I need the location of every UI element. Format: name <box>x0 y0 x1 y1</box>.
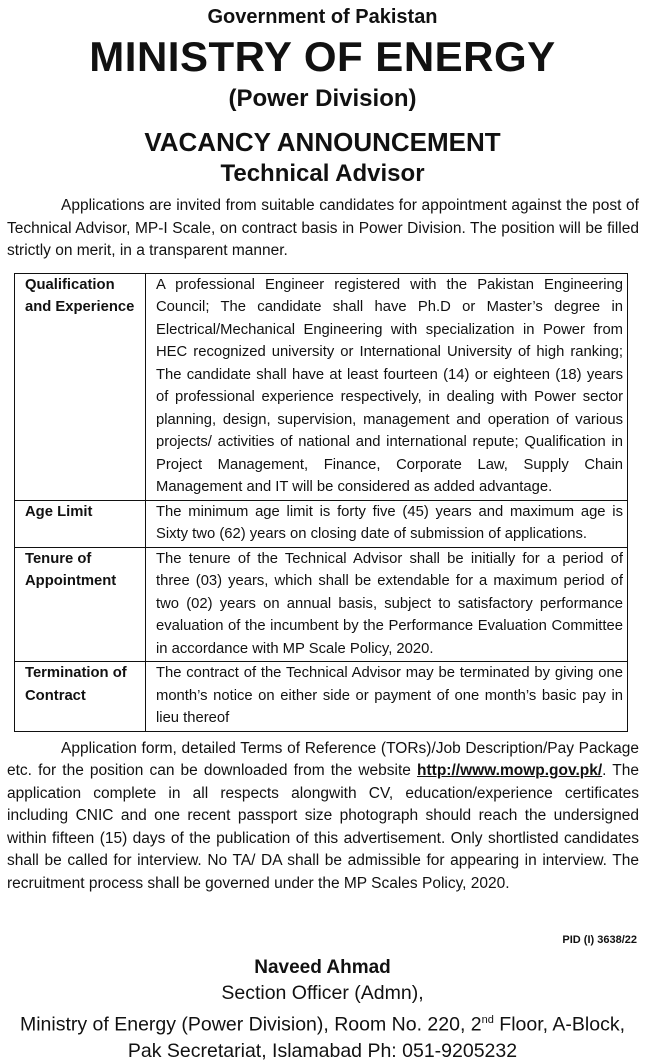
vacancy-title: VACANCY ANNOUNCEMENT <box>0 125 645 159</box>
term-label: Termination of Contract <box>15 662 146 732</box>
term-text: The minimum age limit is forty five (45) years and maximum age is Sixty two (62) years on closing date of submission of applications. <box>146 500 628 547</box>
signature-block <box>0 955 645 1064</box>
application-paragraph <box>0 738 645 896</box>
officer-designation: Section Officer (Admn), <box>0 980 645 1007</box>
table-row <box>15 662 628 732</box>
ordinal-suffix: nd <box>482 1014 494 1026</box>
office-address <box>0 1007 645 1038</box>
terms-table <box>14 273 628 732</box>
application-text-end: . The application complete in all respects alongwith CV, education/experience certificates including CNIC and one recent passport size photograph should reach the undersigned within fifteen (15) days of the publication of this advertisement. Only shortlisted candidates shall be called for interview. No TA/ DA shall be admissible for appearing in interview. The recruitment process shall be governed under the MP Scales Policy, 2020. <box>7 762 639 892</box>
term-label: Qualification and Experience <box>15 273 146 500</box>
table-row <box>15 500 628 547</box>
intro-paragraph: Applications are invited from suitable candidates for appointment against the post of Technical Advisor, MP-I Scale, on contract basis in Power Division. The position will be filled strictly on merit, in a transparent manner. <box>0 195 645 263</box>
application-text-start: Application form, detailed Terms of Reference (TORs)/Job Description/Pay Package etc. for the position can be downloaded from the website <box>7 740 639 780</box>
officer-name: Naveed Ahmad <box>0 955 645 980</box>
office-location-phone: Pak Secretariat, Islamabad Ph: 051-9205232 <box>0 1038 645 1064</box>
term-label: Tenure of Appointment <box>15 547 146 662</box>
header <box>0 0 645 115</box>
address-part: Ministry of Energy (Power Division), Room No. 220, 2 <box>20 1013 482 1035</box>
website-link[interactable]: http://www.mowp.gov.pk/ <box>417 762 602 779</box>
ministry-heading: MINISTRY OF ENERGY <box>0 31 645 83</box>
term-text: A professional Engineer registered with the Pakistan Engineering Council; The candidate shall have Ph.D or Master’s degree in Electrical/Mechanical Engineering with specialization in Power from HEC recognized university or International University of high ranking; The candidate shall have at least fourteen (14) or eighteen (18) years of professional experience respectively, in dealing with Power sector planning, design, supervision, management and operation of various projects/ activities of national and international repute; Qualification in Project Management, Finance, Corporate Law, Supply Chain Management and IT will be considered as added advantage. <box>146 273 628 500</box>
division-heading: (Power Division) <box>0 83 645 115</box>
post-title: Technical Advisor <box>0 159 645 189</box>
term-label: Age Limit <box>15 500 146 547</box>
government-heading: Government of Pakistan <box>0 0 645 29</box>
term-text: The tenure of the Technical Advisor shall be initially for a period of three (03) years, which shall be extendable for a maximum period of two (02) years on annual basis, subject to satisfactory performance evaluation of the incumbent by the Performance Evaluation Committee in accordance with MP Scale Policy, 2020. <box>146 547 628 662</box>
table-row <box>15 547 628 662</box>
address-part: Floor, A-Block, <box>494 1013 625 1035</box>
table-row <box>15 273 628 500</box>
pid-number: PID (I) 3638/22 <box>562 934 637 946</box>
term-text: The contract of the Technical Advisor may be terminated by giving one month’s notice on either side or payment of one month’s basic pay in lieu thereof <box>146 662 628 732</box>
vacancy-block <box>0 125 645 189</box>
